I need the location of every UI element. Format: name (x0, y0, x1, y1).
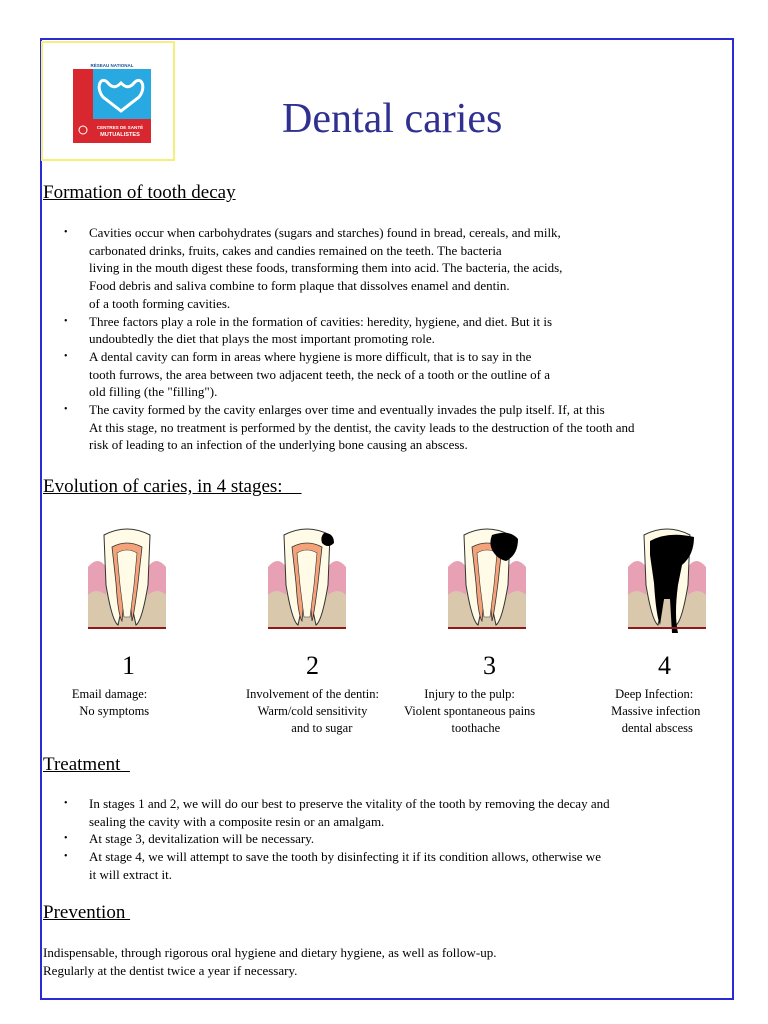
stage-2-number: 2 (306, 651, 319, 680)
bullet-item (64, 313, 724, 348)
logo-bottom-text-1: CENTRES DE SANTÉ (96, 125, 144, 130)
evolution-heading: Evolution of caries, in 4 stages: (43, 476, 302, 497)
bullet-text: A dental cavity can form in areas where hygiene is more difficult, that is to say in the tooth furrows, the area between two adjacent teeth, the neck of a tooth or the outline of a old filling (the "filling"). (89, 348, 550, 400)
bullet-item (64, 795, 706, 830)
bullet-text: At stage 3, devitalization will be necessary. (89, 831, 315, 847)
tooth-stage-3-illustration (448, 525, 526, 635)
stage-1-number: 1 (122, 651, 135, 680)
page-title: Dental caries (282, 96, 503, 142)
bullet-item (64, 848, 706, 883)
treatment-list (64, 795, 706, 884)
stage-3-description: Injury to the pulp: Violent spontaneous pains toothache (404, 687, 536, 735)
formation-heading: Formation of tooth decay (43, 182, 236, 203)
bullet-text: In stages 1 and 2, we will do our best to preserve the vitality of the tooth by removing the decay and sealing the cavity with a composite resin or an amalgam. (89, 796, 610, 829)
bullet-item (64, 401, 724, 454)
stage-3-number: 3 (483, 651, 496, 680)
prevention-heading: Prevention (43, 902, 131, 923)
treatment-heading: Treatment (43, 754, 130, 775)
stage-4-description: Deep Infection: Massive infection dental abscess (611, 687, 701, 735)
stage-4-number: 4 (658, 651, 671, 680)
bullet-item (64, 830, 706, 848)
tooth-stage-1-illustration (88, 525, 166, 635)
bullet-text: The cavity formed by the cavity enlarges over time and eventually invades the pulp itself. If, at this At this stage, no treatment is performed by the dentist, the cavity leads to the destruction of the tooth and risk of leading to an infection of the underlying bone causing an abscess. (89, 402, 635, 453)
formation-list (64, 224, 724, 454)
tooth-stage-4-illustration (628, 525, 706, 635)
bullet-text: At stage 4, we will attempt to save the tooth by disinfecting it if its condition allows, otherwise we it will extract it. (89, 849, 601, 882)
tooth-stage-2-illustration (268, 525, 346, 635)
logo-top-text: RÉSEAU NATIONAL (90, 63, 134, 68)
bullet-item (64, 224, 724, 313)
network-logo (73, 63, 151, 143)
logo-box (41, 41, 175, 161)
logo-bottom-text-2: MUTUALISTES (100, 132, 140, 138)
stage-2-description: Involvement of the dentin: Warm/cold sensitivity and to sugar (246, 687, 379, 735)
bullet-item (64, 348, 724, 401)
prevention-text: Indispensable, through rigorous oral hygiene and dietary hygiene, as well as follow-up. Regularly at the dentist twice a year if necessary. (43, 945, 497, 978)
stage-1-description: Email damage: No symptoms (71, 687, 150, 718)
bullet-text: Cavities occur when carbohydrates (sugars and starches) found in bread, cereals, and milk, carbonated drinks, fruits, cakes and candies remained on the teeth. The bacteria living in the mouth digest these foods, transforming them into acid. The bacteria, the acids, Food debris and saliva combine to form plaque that dissolves enamel and dentin. of a tooth forming cavities. (89, 225, 563, 311)
bullet-text: Three factors play a role in the formation of cavities: heredity, hygiene, and diet. But it is undoubtedly the diet that plays the most important promoting role. (89, 313, 553, 347)
